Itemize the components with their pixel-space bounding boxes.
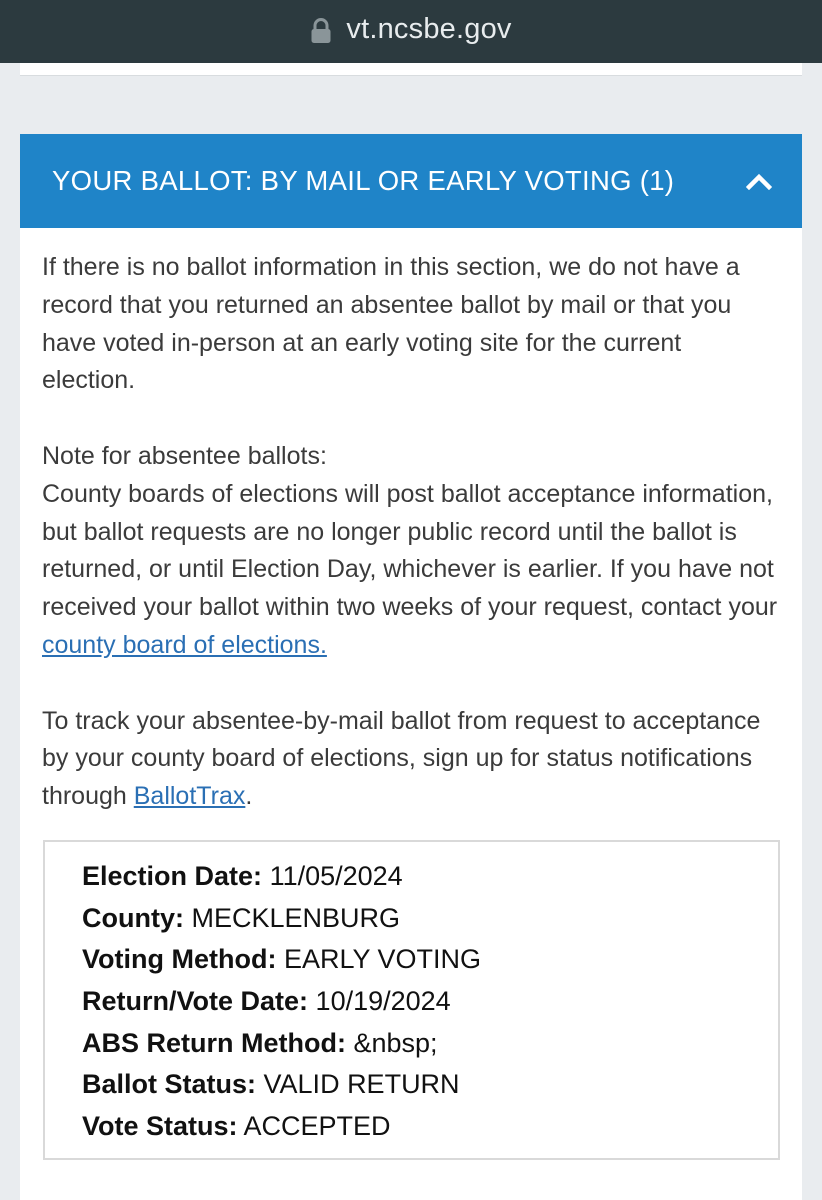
- ballottrax-paragraph: [42, 703, 780, 816]
- ballot-row-abs-return-method: [82, 1023, 778, 1065]
- ballot-value: &nbsp;: [353, 1027, 438, 1058]
- ballot-value: 10/19/2024: [315, 986, 451, 1017]
- lock-icon: [310, 18, 332, 44]
- ballot-row-county: [82, 898, 778, 940]
- ballot-label: Election Date:: [82, 860, 263, 891]
- ballot-row-ballot-status: [82, 1064, 778, 1106]
- browser-url-bar[interactable]: [0, 0, 822, 63]
- previous-section-card: [20, 63, 802, 76]
- ballot-label: Ballot Status:: [82, 1069, 257, 1100]
- ballot-row-election-date: [82, 856, 778, 898]
- track-text: To track your absentee-by-mail ballot from request to acceptance by your county board of elections, sign up for status notifications through: [42, 706, 761, 811]
- section-body: [20, 228, 802, 1160]
- intro-paragraph: If there is no ballot information in this section, we do not have a record that you returned an absentee ballot by mail or that you have voted in-person at an early voting site for the current election.: [42, 253, 740, 395]
- track-end: .: [245, 782, 253, 811]
- ballot-label: County:: [82, 902, 184, 933]
- ballot-value: VALID RETURN: [263, 1069, 460, 1100]
- ballot-value: 11/05/2024: [269, 860, 403, 891]
- ballot-value: EARLY VOTING: [283, 944, 482, 975]
- ballottrax-link[interactable]: BallotTrax: [133, 782, 246, 811]
- note-text: County boards of elections will post ballot acceptance information, but ballot requests are no longer public record until the ballot is returned, or until Election Day, whichever is earlier. If you have not received your ballot within two weeks of your request, contact your: [42, 479, 778, 622]
- section-header-toggle[interactable]: [20, 134, 802, 228]
- ballot-section-panel: [20, 134, 802, 1200]
- ballot-record-card: [43, 840, 780, 1160]
- ballot-row-return-date: [82, 981, 778, 1023]
- ballot-label: ABS Return Method:: [82, 1027, 346, 1058]
- absentee-note-paragraph: [42, 438, 780, 665]
- chevron-up-icon[interactable]: [746, 172, 772, 190]
- ballot-value: MECKLENBURG: [191, 902, 401, 933]
- county-board-link[interactable]: county board of elections.: [42, 630, 327, 659]
- note-title: Note for absentee ballots:: [42, 441, 327, 470]
- ballot-label: Voting Method:: [82, 944, 277, 975]
- url-text: vt.ncsbe.gov: [346, 13, 512, 45]
- ballot-row-vote-status: [82, 1106, 778, 1148]
- ballot-row-voting-method: [82, 939, 778, 981]
- ballot-label: Vote Status:: [82, 1111, 238, 1142]
- section-title: YOUR BALLOT: BY MAIL OR EARLY VOTING (1): [52, 165, 675, 196]
- ballot-value: ACCEPTED: [243, 1111, 391, 1142]
- ballot-label: Return/Vote Date:: [82, 986, 309, 1017]
